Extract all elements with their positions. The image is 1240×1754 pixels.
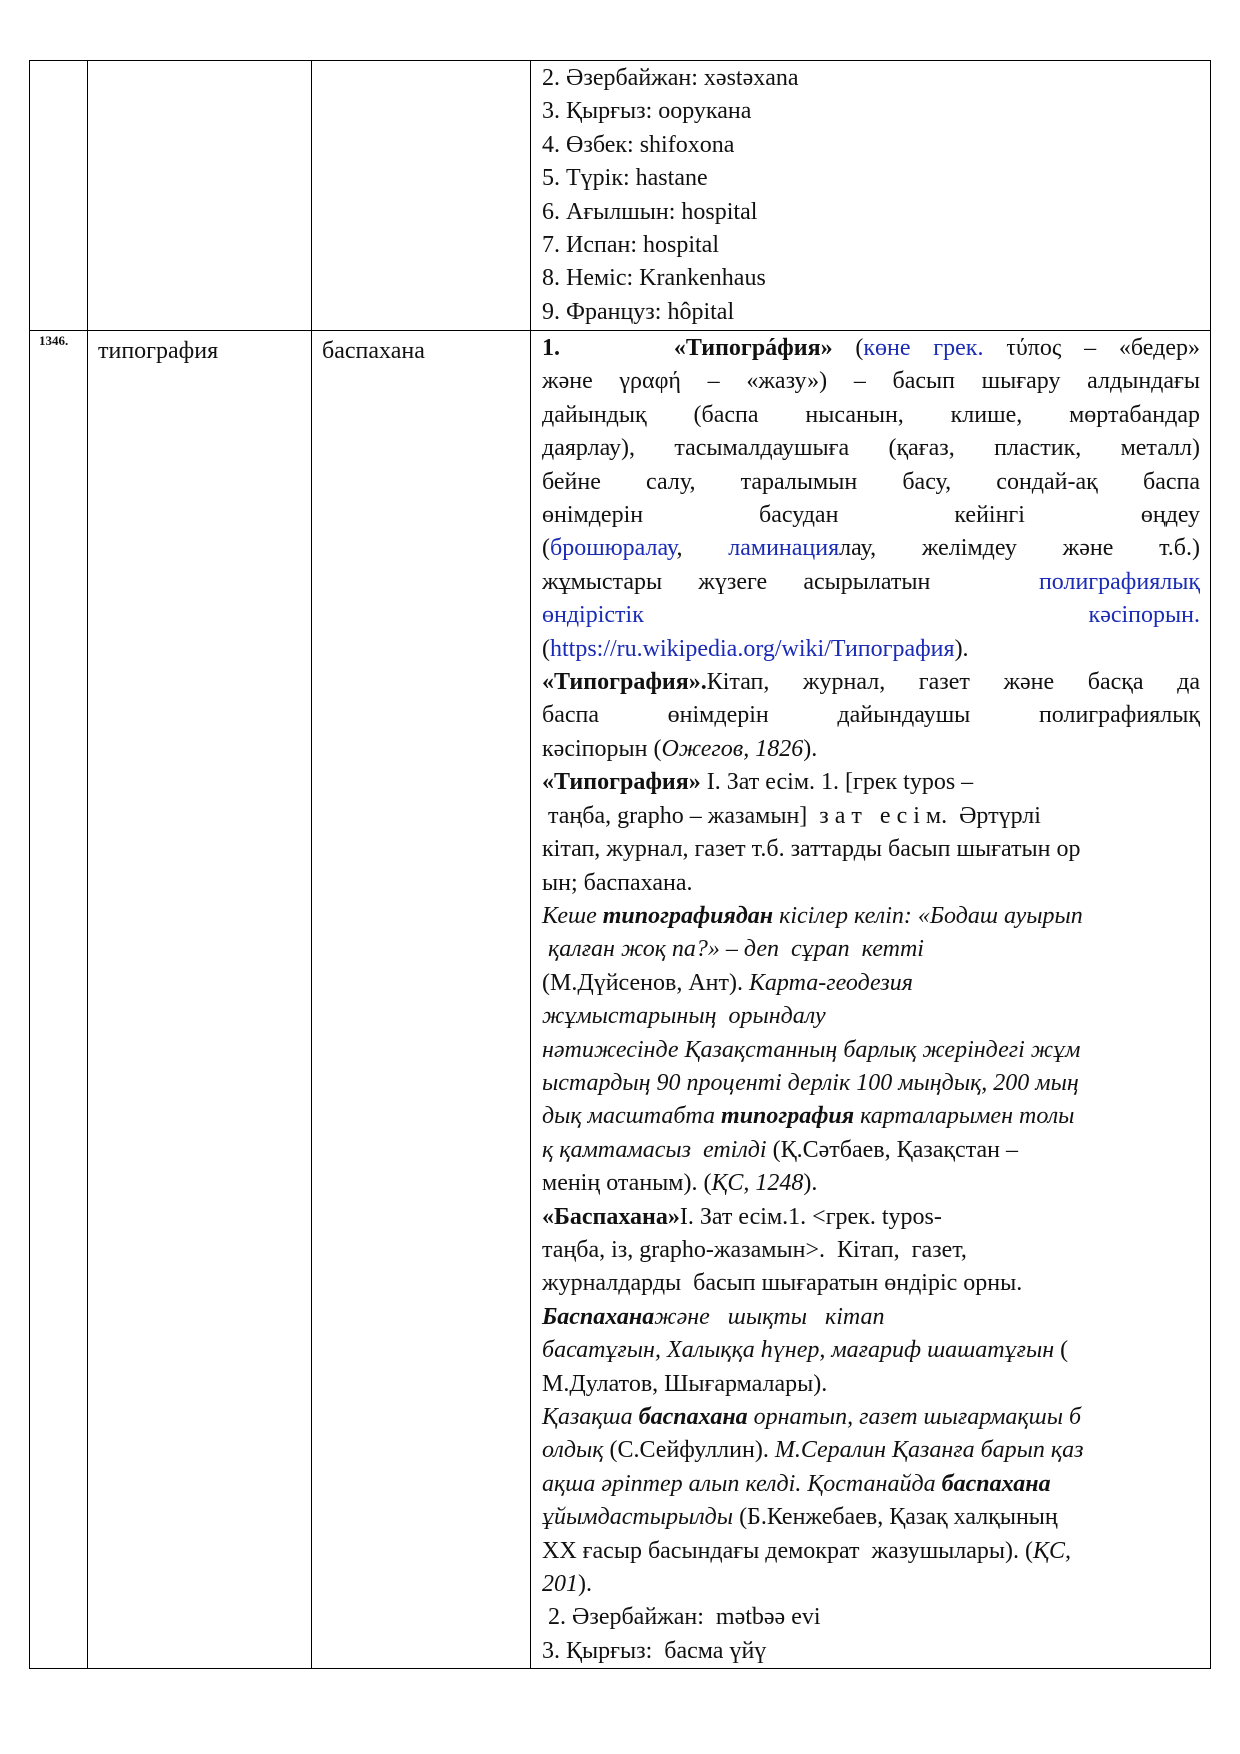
lang-line: 3. Қырғыз: басма үйү <box>542 1637 767 1664</box>
text-span: менің отаным). ( <box>542 1170 712 1197</box>
text-span: ( <box>832 335 864 361</box>
text-span: , <box>676 535 729 562</box>
definition-line: баспа өнімдерін дайындаушы полиграфиялық <box>542 702 1200 729</box>
example-line <box>542 1568 1200 1601</box>
example-line <box>542 900 1200 933</box>
lang-line: 5. Түрік: hastane <box>542 165 708 192</box>
text-span: ХХ ғасыр басындағы демократ жазушылары). ( <box>542 1537 1034 1564</box>
definition-line <box>542 532 1200 565</box>
translation-cell <box>312 61 531 331</box>
text-span: жұмыстары жүзеге асырылатын <box>542 568 1039 595</box>
text-span: (М.Дүйсенов, Ант). <box>542 969 749 996</box>
text-span: олдық <box>542 1437 604 1464</box>
entry-number: 1346. <box>30 331 88 1669</box>
dictionary-table <box>29 60 1211 1669</box>
number-cell <box>30 61 88 331</box>
example-line <box>542 1401 1200 1434</box>
text-span: Кітап, журнал, газет және басқа да <box>706 669 1200 696</box>
lang-line: 2. Әзербайжан: xəstəxana <box>542 65 799 91</box>
text-span: І. Зат есім. 1. [грек typos – <box>700 769 974 796</box>
text-span: лау, желімдеу және т.б.) <box>839 535 1201 562</box>
text-span: дық масштабта <box>542 1103 722 1130</box>
entry-translation: баспахана <box>312 331 531 1669</box>
example-line <box>542 1301 1200 1334</box>
definition-number: 1. <box>542 335 560 361</box>
example-line: М.Дулатов, Шығармалары). <box>542 1370 828 1397</box>
text-span: ұйымдастырылды <box>542 1504 734 1531</box>
text-span: ыстардың 90 проценті дерлік 100 мыңдық, 200 мың <box>542 1069 1079 1096</box>
definition-line: дайындық (баспа нысанын, клише, мөртабандар <box>542 401 1200 428</box>
source-ref: 201 <box>542 1571 578 1598</box>
text-span: жұмыстарының орындалу <box>542 1003 826 1030</box>
text-span: қ қамтамасыз етілді <box>542 1136 767 1163</box>
text-span: ). <box>803 735 818 762</box>
source-ref: Ожегов, 1826 <box>661 735 804 762</box>
lang-line: 7. Испан: hospital <box>542 232 719 259</box>
entry-term: типография <box>88 331 312 1669</box>
source-ref: ҚС, 1248 <box>711 1170 804 1197</box>
text-span: (С.Сейфуллин). <box>603 1437 775 1464</box>
text-span: ( <box>542 535 550 562</box>
definition-line: таңба, із, grapho-жазамын>. Кітап, газет, <box>542 1236 967 1263</box>
table-row-1346 <box>30 331 1211 1669</box>
link-polygraphy[interactable]: полиграфиялық <box>1038 568 1200 595</box>
example-keyword: типография <box>721 1103 855 1130</box>
source-ref: ҚС, <box>1033 1537 1071 1564</box>
lang-line: 2. Әзербайжан: mətbəə evi <box>542 1604 821 1631</box>
definition-line: ын; баспахана. <box>542 869 693 896</box>
text-span: кісілер келіп: «Бодаш ауырып <box>773 902 1083 929</box>
link-greek[interactable]: көне грек. <box>863 335 984 361</box>
definition-line: журналдарды басып шығаратын өндіріс орны. <box>542 1270 1023 1297</box>
example-line <box>542 1167 1200 1200</box>
example-line <box>542 1468 1200 1501</box>
link-enterprise[interactable]: өндірістік кәсіпорын. <box>542 602 1200 629</box>
text-span: ). <box>578 1571 592 1598</box>
text-span: ). <box>803 1170 818 1197</box>
text-span: қалған жоқ па?» – деп сұрап кетті <box>542 936 924 963</box>
definition-headword: «Типография». <box>542 669 707 696</box>
definition-line <box>542 332 1200 365</box>
text-span: Карта-геодезия <box>748 969 913 996</box>
link-brochure[interactable]: брошюралау <box>550 535 677 562</box>
definition-headword: «Типогрáфия» <box>673 335 833 361</box>
definition-line: бейне салу, таралымын басу, сондай-ақ баспа <box>542 468 1200 495</box>
example-line <box>542 1100 1200 1133</box>
example-keyword: баспахана <box>941 1470 1051 1497</box>
definition-headword: «Баспахана» <box>542 1203 680 1230</box>
text-span: ( <box>542 635 550 662</box>
text-span: τύπος – «бедер» <box>983 335 1201 361</box>
definition-line <box>542 633 1200 666</box>
definition-line <box>542 766 1200 799</box>
example-keyword: типографиядан <box>602 902 774 929</box>
text-span: М.Сералин Қазанға барып қаз <box>774 1437 1084 1464</box>
text-span: ). <box>954 635 969 662</box>
example-line <box>542 1334 1200 1367</box>
wikipedia-link[interactable]: https://ru.wikipedia.org/wiki/Типография <box>550 635 955 662</box>
example-keyword: баспахана <box>638 1404 748 1430</box>
definition-line <box>542 666 1200 699</box>
text-span: (Қ.Сәтбаев, Қазақстан – <box>766 1136 1018 1163</box>
definition-line: өнімдерін басудан кейінгі өңдеу <box>542 502 1200 529</box>
text-span: ақша әріптер алып келді. Қостанайда <box>542 1470 942 1497</box>
example-line <box>542 1034 1200 1067</box>
definition-line <box>542 733 1200 766</box>
example-line <box>542 1067 1200 1100</box>
entry-definition <box>531 331 1211 1669</box>
text-span: І. Зат есім.1. <грек. typos- <box>679 1203 942 1230</box>
text-span: кәсіпорын ( <box>542 735 662 762</box>
definition-line <box>542 1201 1200 1234</box>
lang-line: 6. Ағылшын: hospital <box>542 198 758 225</box>
lang-line: 3. Қырғыз: оорукана <box>542 98 752 125</box>
definition-headword: «Типография» <box>542 769 701 796</box>
definition-line: даярлау), тасымалдаушыға (қағаз, пластик, металл) <box>542 435 1200 462</box>
example-line <box>542 1134 1200 1167</box>
example-line <box>542 967 1200 1000</box>
text-span: ( <box>1054 1337 1069 1364</box>
text-span: нәтижесінде Қазақстанның барлық жеріндегі жұм <box>542 1036 1081 1063</box>
example-line <box>542 1501 1200 1534</box>
term-cell <box>88 61 312 331</box>
text-span: Кеше <box>542 902 603 929</box>
text-span: Қазақша <box>542 1404 639 1430</box>
definition-line <box>542 566 1200 599</box>
table-row-previous <box>30 61 1211 331</box>
text-span: және шықты кітап <box>654 1303 885 1330</box>
text-span: басатұғын, Халыққа һүнер, мағариф шашатұғын <box>542 1337 1055 1364</box>
link-lamination[interactable]: ламинация <box>728 535 840 562</box>
text-span: карталарымен толы <box>854 1103 1075 1130</box>
example-keyword: Баспахана <box>542 1303 655 1330</box>
definition-cell <box>531 61 1211 331</box>
lang-line: 4. Өзбек: shifoxona <box>542 131 735 158</box>
lang-line: 8. Неміс: Krankenhaus <box>542 265 766 292</box>
example-line <box>542 1434 1200 1467</box>
text-span: (Б.Кенжебаев, Қазақ халқының <box>733 1504 1058 1531</box>
example-line <box>542 933 1200 966</box>
example-line <box>542 1000 1200 1033</box>
lang-line: 9. Француз: hôpital <box>542 298 735 325</box>
definition-line: кітап, журнал, газет т.б. заттарды басып шығатын ор <box>542 836 1081 863</box>
example-line <box>542 1535 1200 1568</box>
definition-line: және γραφή – «жазу») – басып шығару алдындағы <box>542 368 1200 395</box>
text-span: орнатып, газет шығармақшы б <box>747 1404 1082 1430</box>
definition-line: таңба, grapho – жазамын] з а т е с і м. Әртүрлі <box>542 802 1041 829</box>
